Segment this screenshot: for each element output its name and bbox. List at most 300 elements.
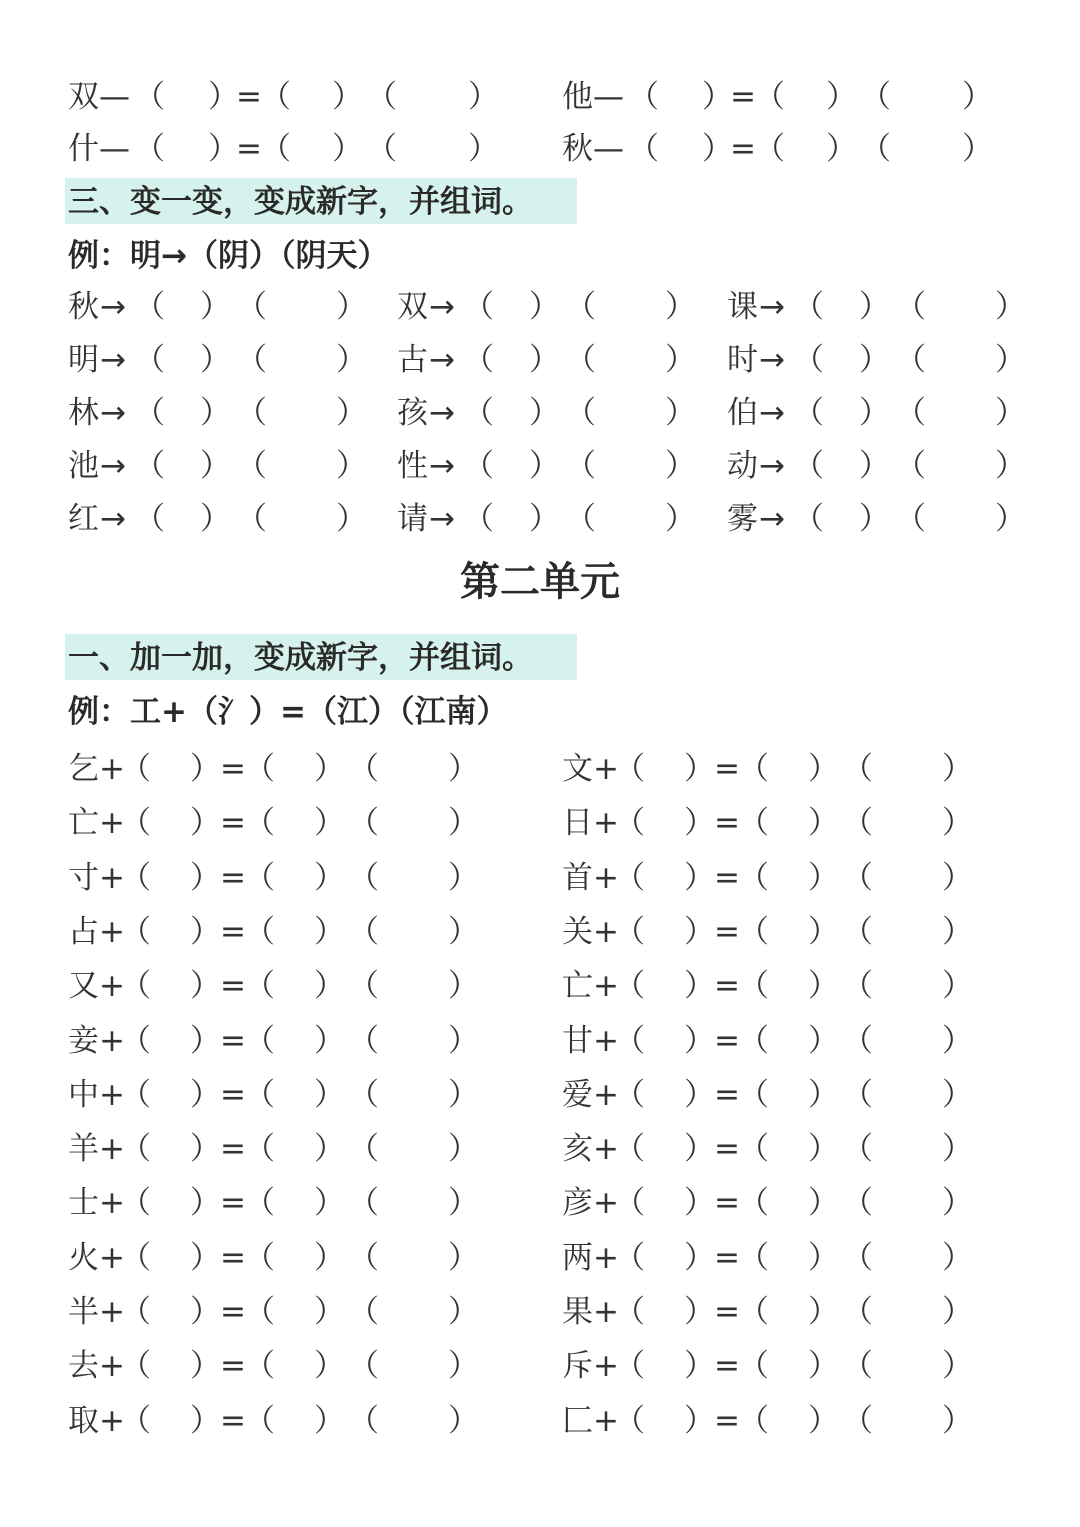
blank-open: （: [738, 860, 769, 896]
blank-open: （: [793, 289, 824, 325]
blank-open: （: [260, 79, 291, 115]
blank-open: （: [842, 860, 873, 896]
blank-open: （: [120, 1240, 151, 1276]
blank-open: （: [793, 342, 824, 378]
plus-sign: +: [99, 1185, 125, 1221]
equals-sign: =: [220, 914, 246, 950]
blank-close: ）: [314, 1023, 345, 1059]
blank-close: ）: [684, 1240, 715, 1276]
blank-close: ）: [448, 860, 479, 896]
blank-open: （: [842, 968, 873, 1004]
plus-sign: +: [99, 1403, 125, 1439]
blank-open: （: [348, 1240, 379, 1276]
base-character: 占: [68, 914, 99, 950]
blank-open: （: [348, 1131, 379, 1167]
plus-sign: +: [99, 1348, 125, 1384]
blank-close: ）: [448, 805, 479, 841]
blank-open: （: [120, 1023, 151, 1059]
blank-open: （: [842, 1403, 873, 1439]
blank-open: （: [348, 751, 379, 787]
arrow-symbol: →: [759, 501, 785, 537]
blank-close: ）: [859, 289, 890, 325]
blank-open: （: [366, 131, 397, 167]
blank-close: ）: [808, 1185, 839, 1221]
example-line: 例：工+（氵）=（江）（江南）: [68, 694, 508, 730]
plus-sign: +: [593, 805, 619, 841]
base-character: 课: [727, 289, 758, 325]
add-exercise-row: [0, 796, 1080, 850]
blank-close: ）: [942, 1185, 973, 1221]
equals-sign: =: [714, 860, 740, 896]
base-character: 关: [562, 914, 593, 950]
blank-close: ）: [448, 1077, 479, 1113]
blank-open: （: [842, 1185, 873, 1221]
base-character: 斥: [562, 1348, 593, 1384]
blank-close: ）: [314, 914, 345, 950]
arrow-symbol: →: [100, 289, 126, 325]
blank-open: （: [614, 1294, 645, 1330]
plus-sign: +: [99, 1023, 125, 1059]
arrow-symbol: →: [759, 289, 785, 325]
arrow-symbol: →: [100, 501, 126, 537]
plus-sign: +: [593, 860, 619, 896]
plus-sign: +: [99, 1294, 125, 1330]
blank-close: ）: [962, 79, 993, 115]
blank-close: ）: [468, 79, 499, 115]
blank-close: ）: [942, 1348, 973, 1384]
base-character: 文: [562, 751, 593, 787]
blank-close: ）: [684, 805, 715, 841]
blank-open: （: [120, 968, 151, 1004]
blank-open: （: [134, 131, 165, 167]
base-character: 请: [397, 501, 428, 537]
plus-sign: +: [593, 1077, 619, 1113]
base-character: 亡: [68, 805, 99, 841]
blank-close: ）: [314, 1131, 345, 1167]
blank-close: ）: [684, 1131, 715, 1167]
blank-close: ）: [665, 289, 696, 325]
blank-open: （: [348, 1077, 379, 1113]
blank-close: ）: [314, 1348, 345, 1384]
blank-close: ）: [942, 968, 973, 1004]
blank-close: ）: [684, 1185, 715, 1221]
blank-open: （: [260, 131, 291, 167]
add-exercise-row: [0, 1068, 1080, 1122]
equals-sign: =: [714, 1185, 740, 1221]
blank-close: ）: [808, 914, 839, 950]
blank-open: （: [614, 1240, 645, 1276]
base-character: 彦: [562, 1185, 593, 1221]
blank-close: ）: [942, 1240, 973, 1276]
blank-open: （: [348, 968, 379, 1004]
blank-open: （: [754, 79, 785, 115]
blank-open: （: [793, 395, 824, 431]
blank-close: ）: [684, 968, 715, 1004]
base-character: 乞: [68, 751, 99, 787]
equals-sign: =: [714, 1240, 740, 1276]
base-character: 双: [397, 289, 428, 325]
blank-open: （: [120, 914, 151, 950]
change-exercise-row: [0, 333, 1080, 387]
equals-sign: =: [220, 1348, 246, 1384]
blank-open: （: [793, 448, 824, 484]
equals-sign: =: [714, 805, 740, 841]
plus-sign: +: [99, 860, 125, 896]
blank-open: （: [614, 1077, 645, 1113]
blank-close: ）: [314, 860, 345, 896]
blank-open: （: [628, 79, 659, 115]
blank-open: （: [120, 1403, 151, 1439]
blank-open: （: [738, 1077, 769, 1113]
blank-close: ）: [942, 1023, 973, 1059]
base-character: 秋: [562, 131, 593, 167]
blank-close: ）: [190, 860, 221, 896]
base-character: 两: [562, 1240, 593, 1276]
blank-open: （: [793, 501, 824, 537]
arrow-symbol: →: [429, 501, 455, 537]
base-character: 半: [68, 1294, 99, 1330]
blank-open: （: [366, 79, 397, 115]
blank-close: ）: [314, 751, 345, 787]
blank-open: （: [614, 805, 645, 841]
arrow-symbol: →: [759, 448, 785, 484]
blank-close: ）: [448, 751, 479, 787]
blank-close: ）: [808, 860, 839, 896]
add-exercise-row: [0, 1122, 1080, 1176]
arrow-symbol: →: [759, 395, 785, 431]
blank-open: （: [463, 448, 494, 484]
blank-open: （: [244, 860, 275, 896]
blank-open: （: [842, 1348, 873, 1384]
blank-open: （: [614, 751, 645, 787]
top-exercise-row: [0, 70, 1080, 124]
blank-close: ）: [190, 914, 221, 950]
plus-sign: +: [99, 1131, 125, 1167]
blank-open: （: [244, 1077, 275, 1113]
base-character: 双: [68, 79, 99, 115]
blank-close: ）: [808, 805, 839, 841]
arrow-symbol: →: [429, 395, 455, 431]
blank-open: （: [463, 289, 494, 325]
blank-open: （: [244, 1348, 275, 1384]
change-exercise-row: [0, 492, 1080, 546]
arrow-symbol: →: [429, 342, 455, 378]
blank-open: （: [463, 501, 494, 537]
plus-sign: +: [593, 1348, 619, 1384]
base-character: 中: [68, 1077, 99, 1113]
plus-sign: +: [99, 805, 125, 841]
blank-open: （: [738, 805, 769, 841]
blank-open: （: [348, 1294, 379, 1330]
blank-close: ）: [200, 289, 231, 325]
blank-open: （: [895, 289, 926, 325]
blank-close: ）: [826, 79, 857, 115]
blank-open: （: [348, 1348, 379, 1384]
base-character: 去: [68, 1348, 99, 1384]
blank-open: （: [120, 805, 151, 841]
blank-close: ）: [995, 501, 1026, 537]
add-exercise-row: [0, 742, 1080, 796]
blank-close: ）: [808, 1403, 839, 1439]
equals-sign: =: [220, 805, 246, 841]
plus-sign: +: [99, 1077, 125, 1113]
equals-sign: =: [220, 751, 246, 787]
blank-open: （: [120, 1348, 151, 1384]
base-character: 首: [562, 860, 593, 896]
add-exercise-row: [0, 1339, 1080, 1393]
blank-open: （: [348, 805, 379, 841]
blank-close: ）: [808, 1023, 839, 1059]
blank-open: （: [895, 395, 926, 431]
blank-close: ）: [529, 448, 560, 484]
plus-sign: +: [593, 1131, 619, 1167]
blank-close: ）: [190, 1294, 221, 1330]
blank-open: （: [842, 1023, 873, 1059]
base-character: 古: [397, 342, 428, 378]
blank-open: （: [236, 342, 267, 378]
blank-close: ）: [808, 1131, 839, 1167]
blank-close: ）: [200, 342, 231, 378]
base-character: 羊: [68, 1131, 99, 1167]
base-character: 果: [562, 1294, 593, 1330]
blank-close: ）: [529, 289, 560, 325]
base-character: 寸: [68, 860, 99, 896]
blank-close: ）: [332, 131, 363, 167]
blank-close: ）: [995, 448, 1026, 484]
blank-close: ）: [190, 751, 221, 787]
blank-open: （: [348, 1403, 379, 1439]
base-character: 火: [68, 1240, 99, 1276]
equals-sign: =: [714, 1348, 740, 1384]
blank-open: （: [738, 1294, 769, 1330]
blank-open: （: [244, 1240, 275, 1276]
dash-symbol: —: [99, 131, 130, 167]
base-character: 爱: [562, 1077, 593, 1113]
equals-sign: =: [220, 1023, 246, 1059]
blank-close: ）: [684, 860, 715, 896]
blank-open: （: [120, 751, 151, 787]
blank-close: ）: [684, 1348, 715, 1384]
blank-close: ）: [684, 914, 715, 950]
blank-open: （: [565, 501, 596, 537]
blank-close: ）: [190, 1185, 221, 1221]
plus-sign: +: [593, 1403, 619, 1439]
blank-open: （: [614, 860, 645, 896]
equals-sign: =: [714, 1077, 740, 1113]
blank-close: ）: [336, 289, 367, 325]
blank-close: ）: [808, 1077, 839, 1113]
blank-close: ）: [684, 1077, 715, 1113]
blank-close: ）: [190, 968, 221, 1004]
base-character: 士: [68, 1185, 99, 1221]
example-line: 例：明→（阴）（阴天）: [68, 238, 389, 274]
blank-close: ）: [200, 395, 231, 431]
blank-open: （: [565, 342, 596, 378]
plus-sign: +: [99, 751, 125, 787]
blank-open: （: [860, 131, 891, 167]
blank-close: ）: [942, 1403, 973, 1439]
blank-open: （: [236, 289, 267, 325]
plus-sign: +: [99, 914, 125, 950]
blank-open: （: [738, 968, 769, 1004]
blank-open: （: [738, 1185, 769, 1221]
add-exercise-row: [0, 1014, 1080, 1068]
blank-close: ）: [314, 1240, 345, 1276]
blank-close: ）: [190, 1240, 221, 1276]
blank-open: （: [134, 501, 165, 537]
blank-open: （: [842, 914, 873, 950]
blank-close: ）: [314, 1294, 345, 1330]
blank-open: （: [134, 448, 165, 484]
plus-sign: +: [593, 1185, 619, 1221]
blank-close: ）: [859, 342, 890, 378]
base-character: 亡: [562, 968, 593, 1004]
blank-open: （: [244, 751, 275, 787]
blank-close: ）: [702, 131, 733, 167]
base-character: 性: [397, 448, 428, 484]
blank-open: （: [134, 395, 165, 431]
equals-sign: =: [220, 1294, 246, 1330]
equals-sign: =: [220, 1131, 246, 1167]
blank-close: ）: [336, 395, 367, 431]
equals-sign: =: [730, 79, 756, 115]
blank-close: ）: [314, 1077, 345, 1113]
blank-close: ）: [684, 751, 715, 787]
base-character: 亥: [562, 1131, 593, 1167]
base-character: 雾: [727, 501, 758, 537]
top-exercise-row: [0, 122, 1080, 176]
blank-open: （: [738, 751, 769, 787]
blank-close: ）: [190, 1077, 221, 1113]
blank-close: ）: [336, 342, 367, 378]
blank-open: （: [895, 342, 926, 378]
base-character: 池: [68, 448, 99, 484]
base-character: 甘: [562, 1023, 593, 1059]
dash-symbol: —: [99, 79, 130, 115]
blank-open: （: [236, 395, 267, 431]
blank-open: （: [244, 1403, 275, 1439]
equals-sign: =: [236, 79, 262, 115]
base-character: 动: [727, 448, 758, 484]
add-exercise-row: [0, 1285, 1080, 1339]
plus-sign: +: [593, 1240, 619, 1276]
blank-open: （: [614, 914, 645, 950]
equals-sign: =: [714, 1294, 740, 1330]
blank-open: （: [565, 448, 596, 484]
blank-close: ）: [995, 395, 1026, 431]
blank-open: （: [244, 1023, 275, 1059]
blank-open: （: [738, 914, 769, 950]
unit-title: 第二单元: [460, 559, 620, 605]
blank-open: （: [738, 1131, 769, 1167]
blank-open: （: [236, 448, 267, 484]
blank-close: ）: [859, 448, 890, 484]
blank-open: （: [348, 1185, 379, 1221]
blank-close: ）: [200, 501, 231, 537]
blank-open: （: [842, 1294, 873, 1330]
blank-close: ）: [942, 751, 973, 787]
blank-close: ）: [336, 501, 367, 537]
blank-open: （: [738, 1403, 769, 1439]
section-heading: 一、加一加，变成新字，并组词。: [68, 640, 533, 676]
blank-close: ）: [448, 1185, 479, 1221]
blank-open: （: [134, 79, 165, 115]
section-heading: 三、变一变，变成新字，并组词。: [68, 184, 533, 220]
blank-open: （: [895, 448, 926, 484]
add-exercise-row: [0, 1231, 1080, 1285]
base-character: 日: [562, 805, 593, 841]
equals-sign: =: [730, 131, 756, 167]
base-character: 妾: [68, 1023, 99, 1059]
blank-open: （: [842, 1131, 873, 1167]
blank-open: （: [348, 1023, 379, 1059]
blank-close: ）: [190, 1023, 221, 1059]
blank-close: ）: [448, 968, 479, 1004]
blank-open: （: [120, 1294, 151, 1330]
arrow-symbol: →: [100, 395, 126, 431]
blank-open: （: [738, 1240, 769, 1276]
equals-sign: =: [714, 1131, 740, 1167]
arrow-symbol: →: [759, 342, 785, 378]
blank-open: （: [738, 1348, 769, 1384]
blank-close: ）: [190, 1403, 221, 1439]
base-character: 孩: [397, 395, 428, 431]
blank-open: （: [842, 1240, 873, 1276]
blank-close: ）: [942, 914, 973, 950]
equals-sign: =: [714, 968, 740, 1004]
blank-open: （: [614, 1403, 645, 1439]
equals-sign: =: [714, 1023, 740, 1059]
blank-open: （: [244, 1185, 275, 1221]
blank-open: （: [842, 1077, 873, 1113]
blank-open: （: [244, 914, 275, 950]
change-exercise-row: [0, 439, 1080, 493]
equals-sign: =: [714, 751, 740, 787]
equals-sign: =: [220, 860, 246, 896]
blank-close: ）: [665, 395, 696, 431]
blank-close: ）: [942, 805, 973, 841]
blank-close: ）: [808, 751, 839, 787]
blank-close: ）: [808, 1294, 839, 1330]
blank-open: （: [463, 395, 494, 431]
blank-open: （: [463, 342, 494, 378]
blank-close: ）: [942, 1077, 973, 1113]
blank-close: ）: [684, 1023, 715, 1059]
blank-open: （: [754, 131, 785, 167]
blank-open: （: [120, 860, 151, 896]
blank-close: ）: [529, 501, 560, 537]
blank-close: ）: [962, 131, 993, 167]
blank-open: （: [244, 805, 275, 841]
add-exercise-row: [0, 851, 1080, 905]
blank-open: （: [348, 860, 379, 896]
equals-sign: =: [714, 1403, 740, 1439]
equals-sign: =: [220, 1185, 246, 1221]
blank-close: ）: [314, 968, 345, 1004]
blank-close: ）: [448, 914, 479, 950]
plus-sign: +: [99, 1240, 125, 1276]
blank-open: （: [244, 1131, 275, 1167]
arrow-symbol: →: [429, 289, 455, 325]
blank-close: ）: [995, 342, 1026, 378]
blank-close: ）: [942, 1131, 973, 1167]
blank-open: （: [348, 914, 379, 950]
add-exercise-row: [0, 1394, 1080, 1448]
base-character: 伯: [727, 395, 758, 431]
blank-close: ）: [859, 395, 890, 431]
blank-open: （: [134, 289, 165, 325]
arrow-symbol: →: [100, 342, 126, 378]
